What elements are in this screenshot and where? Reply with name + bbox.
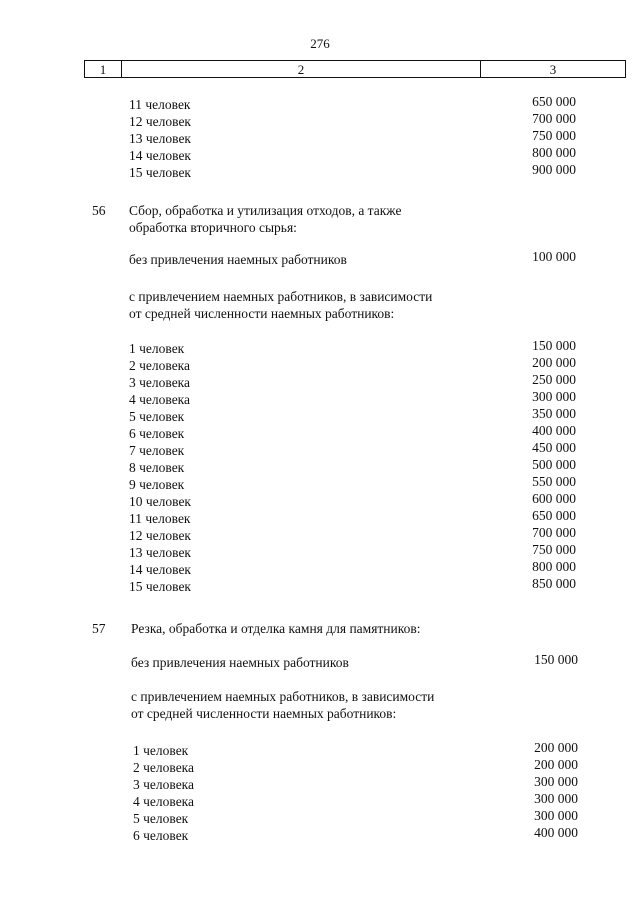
item-number: 56 [92,203,106,218]
document-line [0,202,640,219]
line-value: 300 000 [534,808,578,823]
line-value: 450 000 [532,440,576,455]
line-value: 850 000 [532,576,576,591]
column-header-1: 1 [85,61,122,77]
line-value: 150 000 [532,338,576,353]
line-label: 15 человек [129,165,191,180]
line-label: от средней численности наемных работников: [129,306,395,321]
line-value: 200 000 [532,355,576,370]
document-line [0,219,640,236]
line-label: 11 человек [129,511,191,526]
line-label: 10 человек [129,494,191,509]
table-column-header [84,60,626,78]
document-line [0,688,640,705]
line-label: обработка вторичного сырья: [129,220,297,235]
line-label: 14 человек [129,148,191,163]
line-label: 13 человек [129,545,191,560]
line-label: 9 человек [129,477,185,492]
line-label: 4 человека [129,392,191,407]
line-label: 1 человек [133,743,189,758]
line-value: 700 000 [532,111,576,126]
line-label: 1 человек [129,341,185,356]
line-label: без привлечения наемных работников [129,252,347,267]
column-header-3: 3 [549,62,557,77]
line-label: 8 человек [129,460,185,475]
document-line [0,251,640,268]
item-number: 57 [92,621,106,636]
line-label: 15 человек [129,579,191,594]
page-number: 276 [310,36,330,51]
line-value: 150 000 [534,652,578,667]
line-label: без привлечения наемных работников [131,655,349,670]
line-label: 3 человека [129,375,191,390]
line-value: 400 000 [532,423,576,438]
document-line [0,305,640,322]
line-value: 300 000 [534,774,578,789]
line-label: 12 человек [129,114,191,129]
document-line [0,620,640,637]
line-value: 900 000 [532,162,576,177]
column-header-2: 2 [122,61,481,77]
line-label: 3 человека [133,777,195,792]
document-line [0,705,640,722]
line-value: 550 000 [532,474,576,489]
line-label: 12 человек [129,528,191,543]
document-line [0,578,640,595]
line-value: 250 000 [532,372,576,387]
line-label: 6 человек [133,828,189,843]
line-label: с привлечением наемных работников, в зависимости [131,689,435,704]
line-label: 7 человек [129,443,185,458]
line-label: 14 человек [129,562,191,577]
line-value: 200 000 [534,757,578,772]
line-value: 750 000 [532,542,576,557]
document-line [0,827,640,844]
document-line [0,288,640,305]
line-value: 100 000 [532,249,576,264]
line-value: 300 000 [534,791,578,806]
document-line [0,654,640,671]
line-label: 2 человека [133,760,195,775]
line-value: 700 000 [532,525,576,540]
line-value: 750 000 [532,128,576,143]
line-label: 2 человека [129,358,191,373]
line-value: 600 000 [532,491,576,506]
line-value: 500 000 [532,457,576,472]
line-value: 200 000 [534,740,578,755]
line-value: 300 000 [532,389,576,404]
line-label: Резка, обработка и отделка камня для памятников: [131,621,421,636]
line-label: 6 человек [129,426,185,441]
document-line [0,164,640,181]
line-label: 13 человек [129,131,191,146]
line-label: от средней численности наемных работников: [131,706,397,721]
line-label: 5 человек [133,811,189,826]
line-value: 800 000 [532,559,576,574]
line-value: 350 000 [532,406,576,421]
line-label: Сбор, обработка и утилизация отходов, а также [129,203,402,218]
line-label: 4 человека [133,794,195,809]
line-value: 800 000 [532,145,576,160]
line-value: 650 000 [532,94,576,109]
line-label: с привлечением наемных работников, в зависимости [129,289,433,304]
line-value: 650 000 [532,508,576,523]
line-label: 5 человек [129,409,185,424]
line-value: 400 000 [534,825,578,840]
line-label: 11 человек [129,97,191,112]
